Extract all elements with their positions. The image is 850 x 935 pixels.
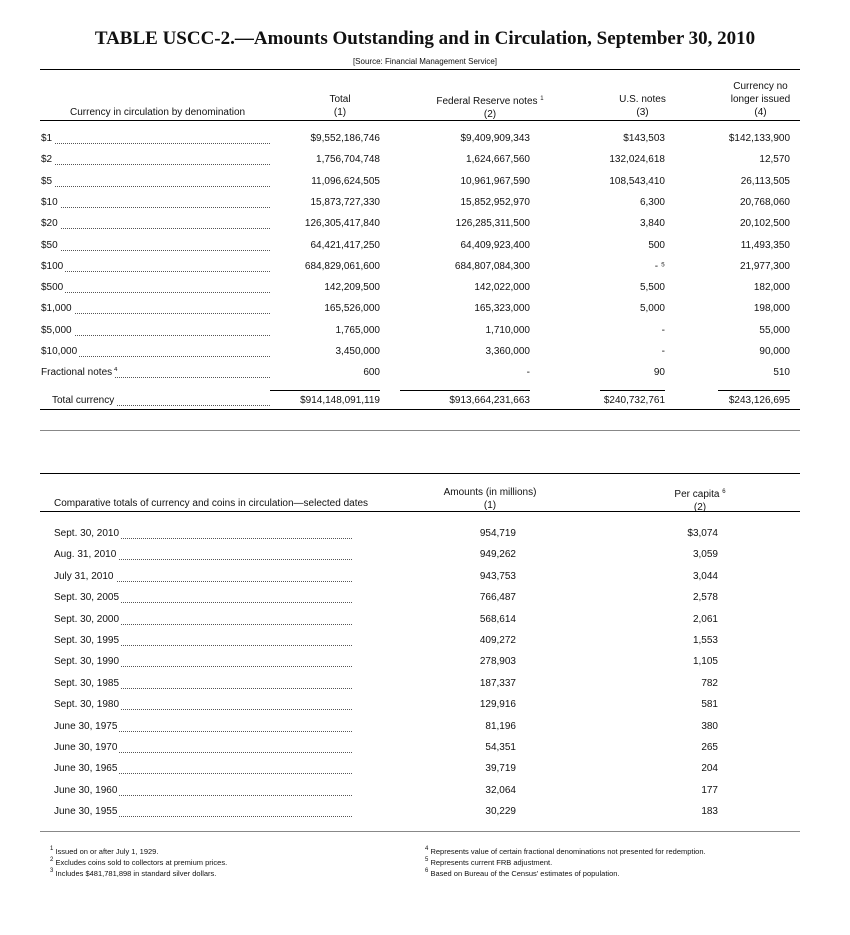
- cell-us-notes: 5,500: [639, 282, 665, 294]
- cell-per-capita: 3,044: [692, 570, 718, 582]
- table-row: [0, 346, 850, 362]
- cell-no-longer-issued: 182,000: [753, 282, 790, 294]
- row-label-wrap: [41, 261, 271, 272]
- row-label: $1: [41, 133, 53, 144]
- cell-total: 126,305,417,840: [304, 218, 380, 230]
- table1-col1-number: (1): [333, 107, 347, 118]
- table2-col1-header: [420, 486, 560, 512]
- row-label: $20: [41, 218, 58, 230]
- row-label: Fractional notes: [41, 367, 113, 379]
- table-row: [0, 678, 850, 694]
- cell-per-capita: 2,578: [692, 592, 718, 604]
- cell-per-capita: 265: [701, 742, 718, 753]
- footnote: [425, 856, 825, 867]
- row-date-wrap: [54, 549, 354, 560]
- row-date: June 30, 1960: [54, 784, 118, 796]
- table2-bottom-rule: [40, 831, 800, 832]
- cell-federal-reserve-notes: 1,710,000: [485, 324, 530, 336]
- table1-col4-header: [718, 80, 803, 119]
- row-date: Aug. 31, 2010: [54, 549, 117, 561]
- table2-col2-number: (2): [693, 502, 707, 513]
- cell-federal-reserve-notes: $913,664,231,663: [449, 395, 530, 406]
- row-date: June 30, 1970: [54, 742, 118, 753]
- table-row: [0, 742, 850, 758]
- row-label: $50: [41, 239, 58, 251]
- table2-col2-label-wrap: [650, 486, 750, 501]
- row-date: June 30, 1975: [54, 720, 118, 732]
- row-label: $2: [41, 154, 53, 166]
- footnote-text: Issued on or after July 1, 1929.: [55, 847, 159, 856]
- cell-federal-reserve-notes: 1,624,667,560: [466, 154, 530, 166]
- cell-us-notes: - ⁵: [654, 260, 665, 272]
- table-row: [0, 261, 850, 277]
- table-row: [0, 614, 850, 630]
- table1-col3-label: U.S. notes: [619, 94, 666, 105]
- cell-no-longer-issued: 21,977,300: [739, 260, 790, 272]
- row-date-wrap: [54, 614, 354, 625]
- table2-col2-header: [650, 486, 750, 514]
- row-date-wrap: [54, 635, 354, 646]
- cell-federal-reserve-notes: -: [526, 367, 530, 379]
- row-date-wrap: [54, 785, 354, 796]
- cell-no-longer-issued: 510: [773, 367, 790, 379]
- row-label-wrap: [41, 218, 271, 229]
- footnote-mark: 4: [425, 846, 429, 852]
- row-label-wrap: [41, 346, 271, 357]
- row-date-wrap: [54, 763, 354, 774]
- table-row: [0, 699, 850, 715]
- cell-us-notes: 500: [648, 239, 665, 251]
- table1-top-rule: [40, 69, 800, 70]
- table-row: [0, 240, 850, 256]
- footnote-mark: 2: [50, 857, 54, 863]
- table2-stub-header: Comparative totals of currency and coins in circulation—selected dates: [54, 498, 369, 509]
- table-row: [0, 635, 850, 651]
- table-row: [0, 325, 850, 341]
- cell-amount-millions: 30,229: [485, 806, 516, 818]
- cell-no-longer-issued: $142,133,900: [728, 133, 790, 144]
- table1-col3-number: (3): [636, 107, 649, 118]
- row-label: $1,000: [41, 303, 72, 315]
- cell-total: 165,526,000: [324, 303, 380, 315]
- row-date-wrap: [54, 806, 354, 817]
- table-row: [0, 592, 850, 608]
- cell-amount-millions: 278,903: [479, 656, 516, 668]
- table1-col4-label-line2: longer issued: [730, 94, 791, 105]
- cell-no-longer-issued: $243,126,695: [728, 395, 790, 406]
- cell-us-notes: 6,300: [639, 196, 665, 208]
- cell-us-notes: 3,840: [639, 218, 665, 230]
- cell-us-notes: -: [661, 324, 665, 336]
- row-label-footnote-mark: 4: [114, 367, 118, 374]
- table-row: [0, 785, 850, 801]
- cell-amount-millions: 568,614: [479, 613, 516, 625]
- cell-no-longer-issued: 11,493,350: [740, 239, 790, 251]
- cell-us-notes: 108,543,410: [609, 175, 665, 187]
- cell-no-longer-issued: 55,000: [759, 324, 790, 336]
- table-row: [0, 133, 850, 149]
- table-row: [0, 721, 850, 737]
- row-label-wrap: [41, 325, 271, 336]
- table1-col2-label: Federal Reserve notes: [436, 96, 538, 107]
- cell-us-notes: 132,024,618: [609, 154, 665, 166]
- cell-per-capita: 177: [701, 784, 718, 796]
- row-date: Sept. 30, 1985: [54, 677, 120, 689]
- row-label: $500: [41, 282, 64, 294]
- table-row: [0, 367, 850, 383]
- cell-total: $914,148,091,119: [300, 395, 380, 406]
- table-row: [0, 656, 850, 672]
- cell-amount-millions: 766,487: [479, 592, 516, 604]
- cell-amount-millions: 81,196: [485, 720, 516, 732]
- footnote-mark: 1: [50, 846, 54, 852]
- row-label: $5,000: [41, 324, 72, 336]
- cell-amount-millions: 409,272: [479, 635, 516, 646]
- table-title: TABLE USCC-2.—Amounts Outstanding and in Circulation, September 30, 2010: [94, 28, 756, 49]
- cell-amount-millions: 949,262: [479, 549, 516, 561]
- cell-no-longer-issued: 198,000: [753, 303, 790, 315]
- cell-amount-millions: 32,064: [485, 784, 516, 796]
- row-date-wrap: [54, 678, 354, 689]
- table2-col1-label: Amounts (in millions): [443, 487, 537, 498]
- cell-federal-reserve-notes: 10,961,967,590: [460, 175, 530, 187]
- cell-amount-millions: 187,337: [479, 677, 516, 689]
- table-row: [0, 176, 850, 192]
- cell-total: 64,421,417,250: [310, 239, 380, 251]
- footnote-text: Based on Bureau of the Census' estimates of population.: [430, 869, 620, 878]
- row-label-wrap: [41, 197, 271, 208]
- cell-total: 1,765,000: [335, 324, 380, 336]
- table-row: [0, 528, 850, 544]
- footnotes-right: [425, 845, 825, 878]
- row-label-wrap: [41, 240, 271, 251]
- cell-federal-reserve-notes: 126,285,311,500: [455, 218, 530, 230]
- row-label: $10,000: [41, 346, 78, 357]
- cell-per-capita: 183: [701, 806, 718, 818]
- table1-col2-number: (2): [483, 109, 497, 120]
- row-date: June 30, 1955: [54, 806, 118, 818]
- table2-col2-footnote-mark: 6: [722, 489, 726, 495]
- row-label: $10: [41, 196, 58, 208]
- table-row: [0, 303, 850, 319]
- footnote: [50, 856, 380, 867]
- cell-us-notes: $240,732,761: [603, 395, 665, 406]
- row-label: $100: [41, 260, 64, 272]
- row-date-wrap: [54, 699, 354, 710]
- cell-us-notes: 90: [653, 367, 665, 379]
- cell-total: 3,450,000: [335, 346, 380, 357]
- cell-total: 1,756,704,748: [316, 154, 380, 166]
- table-source: [Source: Financial Management Service]: [352, 57, 498, 66]
- footnote: [50, 845, 380, 856]
- table1-col4-number: (4): [754, 107, 767, 118]
- table1-col2-label-wrap: [420, 93, 560, 108]
- table1-col4-label-line1: Currency no: [733, 81, 788, 92]
- row-label-wrap: [41, 176, 271, 187]
- row-date-wrap: [54, 571, 354, 582]
- table-row: [0, 197, 850, 213]
- table1-col3-sum-line: [600, 390, 665, 391]
- row-date: Sept. 30, 1990: [54, 656, 120, 668]
- cell-per-capita: 1,553: [692, 635, 718, 646]
- footnote-mark: 3: [50, 868, 54, 874]
- row-date-wrap: [54, 742, 354, 753]
- cell-federal-reserve-notes: 15,852,952,970: [460, 196, 530, 208]
- table-row: [0, 282, 850, 298]
- cell-no-longer-issued: 12,570: [759, 154, 790, 166]
- table1-col4-sum-line: [718, 390, 790, 391]
- cell-per-capita: 581: [701, 699, 718, 711]
- table2-col1-number: (1): [483, 500, 497, 511]
- cell-per-capita: 3,059: [692, 549, 718, 561]
- row-label-wrap: [41, 367, 271, 378]
- row-date: Sept. 30, 2000: [54, 613, 120, 625]
- cell-federal-reserve-notes: 142,022,000: [474, 282, 530, 294]
- cell-per-capita: $3,074: [687, 528, 718, 539]
- table1-col2-header: [420, 93, 560, 121]
- cell-no-longer-issued: 90,000: [759, 346, 790, 357]
- cell-amount-millions: 943,753: [479, 570, 516, 582]
- row-date-wrap: [54, 721, 354, 732]
- footnote-mark: 6: [425, 868, 429, 874]
- row-date: Sept. 30, 1995: [54, 635, 120, 646]
- footnote-mark: 5: [425, 857, 429, 863]
- table1-col1-label: Total: [329, 94, 351, 105]
- cell-per-capita: 204: [701, 763, 718, 775]
- table1-bottom-rule: [40, 409, 800, 410]
- footnote-text: Excludes coins sold to collectors at premium prices.: [55, 858, 228, 867]
- row-date: June 30, 1965: [54, 763, 118, 775]
- footnotes-left: [50, 845, 380, 878]
- footnote: [425, 845, 825, 856]
- footnote: [425, 867, 825, 878]
- row-label-wrap: [52, 395, 272, 406]
- cell-no-longer-issued: 20,768,060: [739, 196, 790, 208]
- table-row: [0, 571, 850, 587]
- table1-stub-header: Currency in circulation by denomination: [70, 107, 246, 118]
- table-row: [0, 806, 850, 822]
- cell-no-longer-issued: 26,113,505: [740, 175, 790, 187]
- cell-amount-millions: 54,351: [485, 742, 516, 753]
- row-label-wrap: [41, 282, 271, 293]
- cell-amount-millions: 954,719: [479, 528, 516, 539]
- row-label-wrap: [41, 303, 271, 314]
- row-label: $5: [41, 175, 53, 187]
- table2-header-rule: [40, 511, 800, 512]
- cell-federal-reserve-notes: 64,409,923,400: [460, 239, 530, 251]
- table-row: [0, 218, 850, 234]
- table1-header-rule: [40, 120, 800, 121]
- cell-us-notes: $143,503: [623, 133, 665, 144]
- cell-amount-millions: 39,719: [485, 763, 516, 775]
- table-row: [0, 763, 850, 779]
- table1-end-rule: [40, 430, 800, 431]
- cell-amount-millions: 129,916: [479, 699, 516, 711]
- row-date: Sept. 30, 2005: [54, 592, 120, 604]
- table1-col1-header: [290, 93, 390, 119]
- cell-federal-reserve-notes: 165,323,000: [474, 303, 530, 315]
- cell-total: 15,873,727,330: [310, 196, 380, 208]
- cell-federal-reserve-notes: 684,807,084,300: [454, 260, 530, 272]
- table-row: [0, 154, 850, 170]
- cell-per-capita: 782: [701, 677, 718, 689]
- row-label-wrap: [41, 154, 271, 165]
- table-row: [0, 549, 850, 565]
- cell-total: 600: [363, 367, 380, 379]
- row-date-wrap: [54, 528, 354, 539]
- cell-per-capita: 1,105: [692, 656, 718, 668]
- cell-total: $9,552,186,746: [310, 133, 380, 144]
- table1-col2-sum-line: [400, 390, 530, 391]
- cell-us-notes: -: [661, 346, 665, 357]
- row-date-wrap: [54, 592, 354, 603]
- footnote-text: Includes $481,781,898 in standard silver dollars.: [55, 869, 217, 878]
- cell-total: 142,209,500: [324, 282, 380, 294]
- cell-total: 684,829,061,600: [304, 260, 380, 272]
- cell-per-capita: 380: [701, 720, 718, 732]
- table2-top-rule: [40, 473, 800, 474]
- footnote: [50, 867, 380, 878]
- row-label-wrap: [41, 133, 271, 144]
- table1-col1-sum-line: [270, 390, 380, 391]
- table2-col2-label: Per capita: [674, 489, 720, 500]
- table1-col3-header: [600, 93, 685, 119]
- row-label: Total currency: [52, 395, 115, 406]
- footnote-text: Represents current FRB adjustment.: [430, 858, 553, 867]
- row-date: July 31, 2010: [54, 570, 114, 582]
- row-date: Sept. 30, 1980: [54, 699, 120, 711]
- cell-federal-reserve-notes: $9,409,909,343: [460, 133, 530, 144]
- cell-per-capita: 2,061: [692, 613, 718, 625]
- cell-no-longer-issued: 20,102,500: [739, 218, 790, 230]
- cell-total: 11,096,624,505: [311, 175, 380, 187]
- cell-federal-reserve-notes: 3,360,000: [485, 346, 530, 357]
- table1-col2-footnote-mark: 1: [540, 96, 544, 102]
- row-date: Sept. 30, 2010: [54, 528, 120, 539]
- row-date-wrap: [54, 656, 354, 667]
- cell-us-notes: 5,000: [639, 303, 665, 315]
- footnote-text: Represents value of certain fractional denominations not presented for redemption.: [430, 847, 706, 856]
